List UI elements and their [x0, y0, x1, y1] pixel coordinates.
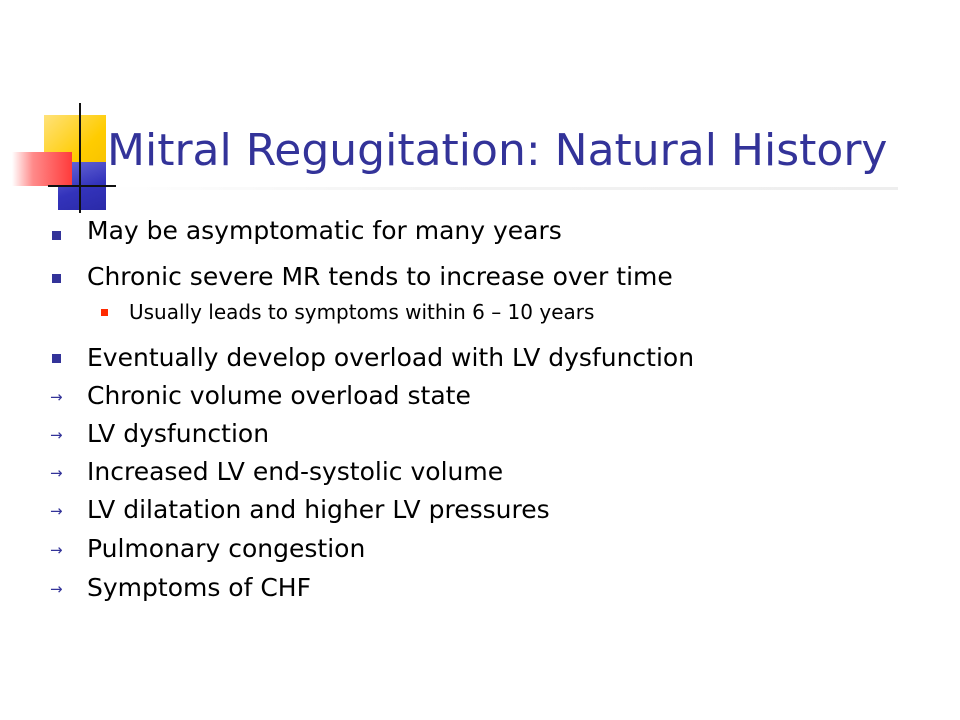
- logo-red-square: [12, 152, 72, 186]
- arrow-right-icon: →: [50, 580, 63, 598]
- bullet-text: Chronic severe MR tends to increase over time: [87, 262, 673, 291]
- arrow-text: LV dilatation and higher LV pressures: [87, 495, 550, 524]
- bullet-text: May be asymptomatic for many years: [87, 216, 562, 245]
- arrow-text: Chronic volume overload state: [87, 381, 471, 410]
- arrow-right-icon: →: [50, 502, 63, 520]
- arrow-text: Pulmonary congestion: [87, 534, 366, 563]
- square-bullet-icon: [52, 231, 61, 240]
- arrow-text: LV dysfunction: [87, 419, 270, 448]
- arrow-right-icon: →: [50, 464, 63, 482]
- arrow-right-icon: →: [50, 426, 63, 444]
- bullet-text: Eventually develop overload with LV dysfunction: [87, 343, 695, 372]
- arrow-right-icon: →: [50, 541, 63, 559]
- slide-title: Mitral Regugitation: Natural History: [107, 125, 888, 176]
- arrow-text: Symptoms of CHF: [87, 573, 311, 602]
- logo-vertical-line: [79, 103, 81, 213]
- arrow-right-icon: →: [50, 388, 63, 406]
- sub-bullet-icon: [101, 309, 108, 316]
- square-bullet-icon: [52, 274, 61, 283]
- arrow-text: Increased LV end-systolic volume: [87, 457, 504, 486]
- title-underline: [106, 187, 898, 190]
- sub-bullet-text: Usually leads to symptoms within 6 – 10 years: [129, 300, 595, 324]
- square-bullet-icon: [52, 354, 61, 363]
